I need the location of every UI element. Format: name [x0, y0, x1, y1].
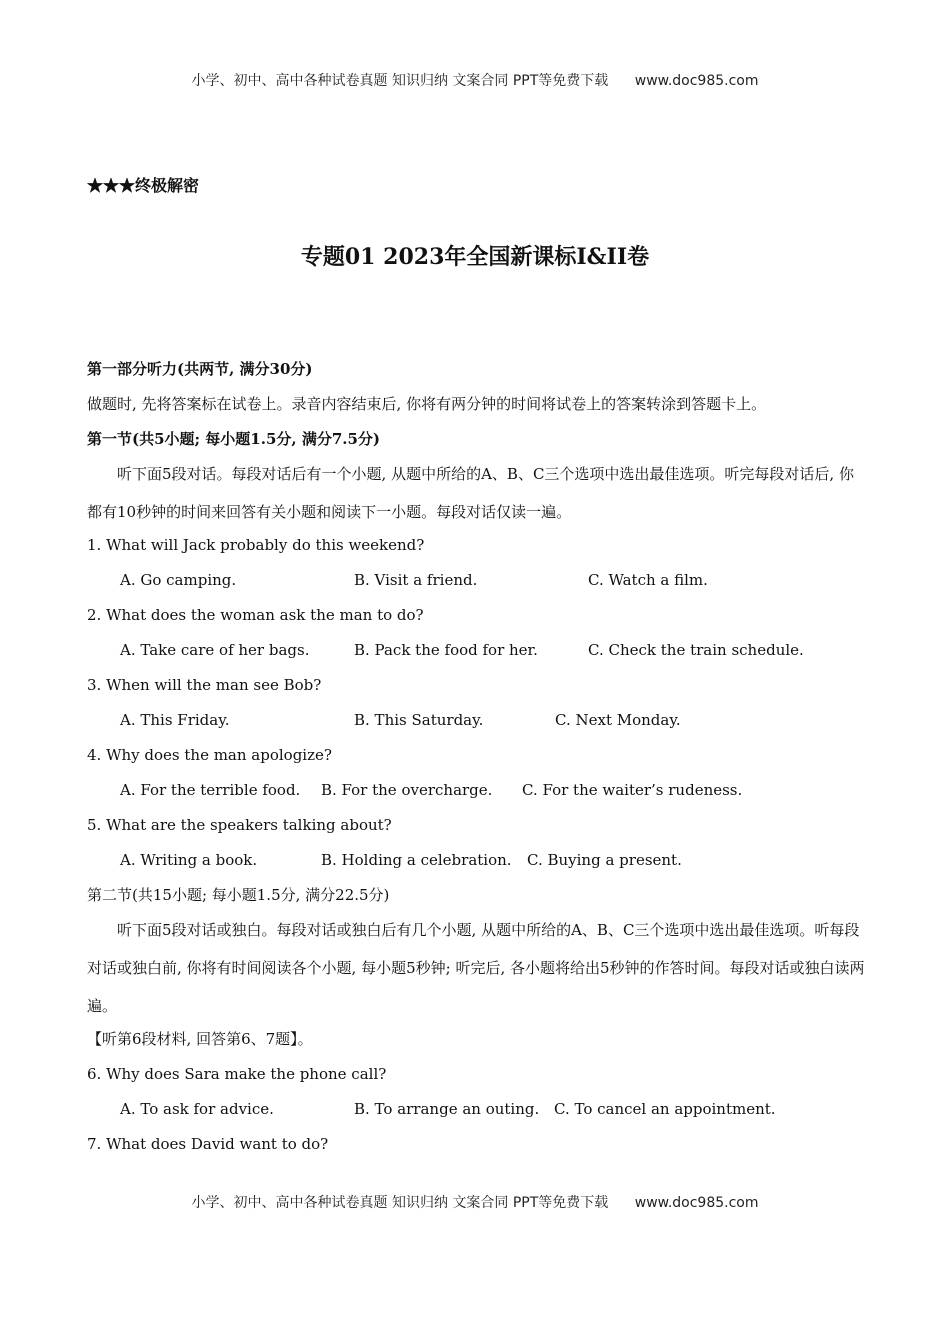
section2-intro: 听下面5段对话或独白。每段对话或独白后有几个小题, 从题中所给的A、B、C三个选项中选出最佳选项。听每段对话或独白前, 你将有时间阅读各个小题, 每小题5秒钟; 听完后, 各小题将给出5秒钟的作答时间。每段对话或独白读两遍。 — [87, 921, 865, 1015]
options-2 — [87, 638, 865, 673]
option-a: A. Writing a book. — [120, 851, 258, 869]
footer-text: 小学、初中、高中各种试卷真题 知识归纳 文案合同 PPT等免费下载 — [191, 1195, 609, 1211]
option-a: A. Go camping. — [120, 571, 237, 589]
header-site-link[interactable]: www.doc985.com — [634, 73, 759, 89]
options-6 — [87, 1097, 865, 1132]
option-c: C. To cancel an appointment. — [554, 1100, 776, 1118]
footer-site-link[interactable]: www.doc985.com — [634, 1195, 759, 1211]
question-1: 1. What will Jack probably do this weekend? — [87, 536, 425, 554]
option-c: C. Buying a present. — [527, 851, 682, 869]
stars-line: ★★★终极解密 — [87, 176, 200, 195]
option-b: B. Holding a celebration. — [321, 851, 512, 869]
page-footer — [0, 1192, 950, 1212]
option-b: B. Pack the food for her. — [354, 641, 538, 659]
question-3: 3. When will the man see Bob? — [87, 676, 322, 694]
question-6: 6. Why does Sara make the phone call? — [87, 1065, 387, 1083]
option-c: C. For the waiter’s rudeness. — [522, 781, 743, 799]
option-a: A. Take care of her bags. — [120, 641, 310, 659]
section1-heading: 第一节(共5小题; 每小题1.5分, 满分7.5分) — [87, 430, 381, 448]
option-c: C. Check the train schedule. — [588, 641, 804, 659]
section1-intro: 听下面5段对话。每段对话后有一个小题, 从题中所给的A、B、C三个选项中选出最佳选项。听完每段对话后, 你都有10秒钟的时间来回答有关小题和阅读下一小题。每段对话仅读一遍。 — [87, 465, 854, 521]
options-3 — [87, 708, 865, 743]
option-a: A. To ask for advice. — [120, 1100, 274, 1118]
options-4 — [87, 778, 865, 813]
option-b: B. Visit a friend. — [354, 571, 478, 589]
part1-heading: 第一部分听力(共两节, 满分30分) — [87, 360, 313, 378]
options-1 — [87, 568, 865, 603]
part1-instruction: 做题时, 先将答案标在试卷上。录音内容结束后, 你将有两分钟的时间将试卷上的答案转涂到答题卡上。 — [87, 395, 767, 413]
option-c: C. Next Monday. — [555, 711, 681, 729]
document-body — [87, 357, 865, 1167]
material6-note: 【听第6段材料, 回答第6、7题】。 — [87, 1030, 313, 1048]
question-4: 4. Why does the man apologize? — [87, 746, 332, 764]
question-5: 5. What are the speakers talking about? — [87, 816, 392, 834]
document-title: 专题01 2023年全国新课标I&II卷 — [300, 244, 650, 270]
option-b: B. For the overcharge. — [321, 781, 493, 799]
option-b: B. This Saturday. — [354, 711, 484, 729]
section2-heading: 第二节(共15小题; 每小题1.5分, 满分22.5分) — [87, 886, 390, 904]
header-text: 小学、初中、高中各种试卷真题 知识归纳 文案合同 PPT等免费下载 — [191, 73, 609, 89]
option-c: C. Watch a film. — [588, 571, 708, 589]
question-2: 2. What does the woman ask the man to do? — [87, 606, 424, 624]
option-a: A. This Friday. — [120, 711, 230, 729]
page-header — [0, 70, 950, 90]
options-5 — [87, 848, 865, 883]
option-b: B. To arrange an outing. — [354, 1100, 540, 1118]
question-7: 7. What does David want to do? — [87, 1135, 329, 1153]
option-a: A. For the terrible food. — [120, 781, 301, 799]
